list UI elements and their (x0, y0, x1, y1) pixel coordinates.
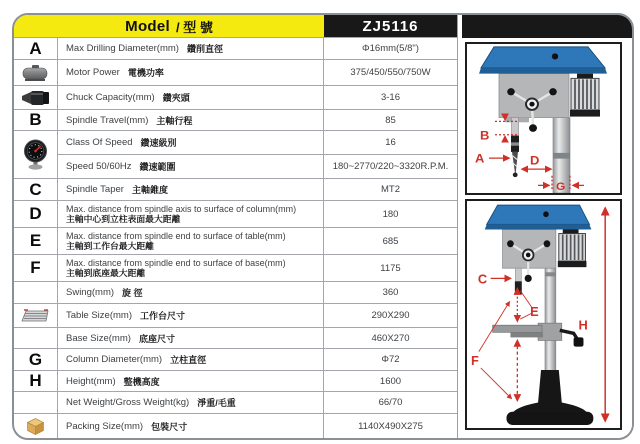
model-label-en: Model (125, 17, 170, 35)
letter-a: A (29, 38, 42, 58)
header-black-strip (462, 15, 632, 38)
table-icon (21, 308, 51, 324)
work-table (493, 323, 584, 346)
label-zh: 主軸中心到立柱表面最大距離 (66, 214, 181, 224)
value-cell: 290X290 (324, 304, 457, 328)
label-en: Base Size(mm) (66, 332, 131, 344)
label-en: Spindle Taper (66, 184, 124, 195)
letter-b: B (29, 110, 42, 129)
dim-label-g: G (556, 180, 566, 193)
icon-cell (14, 228, 58, 255)
label-en: Packing Size(mm) (66, 420, 144, 432)
model-label-zh: / 型 號 (176, 19, 213, 35)
label-cell (58, 86, 324, 110)
value-cell: 375/450/550/750W (324, 60, 457, 86)
value-cell: 460X270 (324, 328, 457, 349)
letter-e: E (29, 231, 42, 250)
letter-c: C (29, 179, 42, 199)
label-cell (58, 60, 324, 86)
label-zh: 鑽速級別 (140, 138, 177, 148)
label-cell (58, 349, 324, 371)
label-cell (58, 155, 324, 179)
value-cell: 180 (324, 201, 457, 228)
machine-diagram (467, 201, 620, 428)
label-zh: 鑽削直徑 (186, 44, 223, 54)
dim-label-b: B (480, 127, 490, 143)
icon-cell (14, 282, 58, 304)
icon-cell (14, 38, 58, 60)
motor (558, 230, 587, 268)
label-en: Swing(mm) (66, 287, 115, 298)
diagram-panel (457, 15, 632, 438)
icon-cell (14, 60, 58, 86)
label-en: Max. distance from spindle end to surface of table(mm) (66, 230, 286, 241)
value-cell: MT2 (324, 179, 457, 201)
value-cell: 3-16 (324, 86, 457, 110)
packing-box-icon (24, 417, 47, 436)
value-cell: Φ16mm(5/8") (324, 38, 457, 60)
label-zh: 旋 徑 (122, 288, 143, 298)
label-cell (58, 304, 324, 328)
model-number-cell: ZJ5116 (324, 15, 457, 38)
label-cell (58, 255, 324, 282)
icon-cell (14, 392, 58, 414)
icon-cell (14, 328, 58, 349)
label-en: Motor Power (66, 67, 120, 78)
label-zh: 鑽夾頭 (162, 93, 190, 103)
label-en: Spindle Travel(mm) (66, 114, 149, 126)
value-cell: 1175 (324, 255, 457, 282)
value-cell: 180~2770/220~3320R.P.M. (324, 155, 457, 179)
icon-cell (14, 414, 58, 438)
dim-label-e: E (530, 303, 539, 320)
label-cell (58, 110, 324, 131)
spec-table (14, 15, 457, 438)
belt-cover (485, 205, 592, 229)
value-cell: 66/70 (324, 392, 457, 414)
motor-icon (21, 64, 51, 82)
letter-d: D (29, 204, 42, 223)
value-cell: 1600 (324, 371, 457, 392)
label-zh: 主軸錐度 (131, 185, 168, 195)
label-zh: 整機高度 (123, 376, 160, 387)
label-en: Table Size(mm) (66, 310, 132, 321)
letter-g: G (28, 349, 43, 369)
label-cell (58, 414, 324, 438)
letter-h: H (29, 371, 42, 390)
icon-cell (14, 201, 58, 228)
label-en: Max. distance from spindle end to surface of base(mm) (66, 257, 286, 268)
label-en: Height(mm) (66, 375, 116, 387)
label-zh: 鑽速範圍 (139, 162, 176, 172)
label-zh: 包裝尺寸 (151, 421, 188, 432)
icon-cell (14, 371, 58, 392)
label-cell (58, 392, 324, 414)
dim-label-h: H (578, 317, 588, 333)
belt-cover (479, 47, 607, 74)
head-diagram-frame (465, 42, 622, 195)
label-en: Max. distance from spindle axis to surface of column(mm) (66, 203, 297, 214)
value-cell: Φ72 (324, 349, 457, 371)
label-zh: 工作台尺寸 (140, 311, 186, 321)
head-body (499, 74, 569, 118)
label-en: Speed 50/60Hz (66, 161, 132, 172)
value-cell: 16 (324, 131, 457, 155)
label-cell (58, 371, 324, 392)
label-zh: 主軸到工作台最大距離 (66, 241, 154, 251)
value-cell: 360 (324, 282, 457, 304)
chuck-icon (21, 90, 51, 106)
label-zh: 主軸到底座最大距離 (66, 268, 146, 278)
label-zh: 立柱直徑 (170, 355, 207, 365)
icon-cell (14, 179, 58, 201)
label-cell (58, 228, 324, 255)
model-header-cell (14, 15, 324, 38)
motor (570, 74, 600, 117)
label-cell (58, 38, 324, 60)
label-cell (58, 328, 324, 349)
dim-label-c: C (477, 271, 488, 287)
label-cell (58, 131, 324, 155)
letter-f: F (30, 258, 41, 277)
label-cell (58, 179, 324, 201)
dim-label-a: A (475, 150, 485, 166)
value-cell: 85 (324, 110, 457, 131)
icon-cell (14, 349, 58, 371)
head-diagram (467, 44, 620, 193)
icon-cell (14, 110, 58, 131)
speedometer-icon (22, 139, 49, 170)
dim-label-f: F (470, 352, 479, 368)
label-zh: 主軸行程 (156, 115, 193, 126)
dim-label-d: D (530, 152, 540, 168)
value-cell: 685 (324, 228, 457, 255)
column (545, 268, 556, 372)
label-en: Class Of Speed (66, 137, 133, 148)
value-cell: 1140X490X275 (358, 420, 423, 432)
spindle-chuck-drill (511, 118, 519, 178)
icon-cell (14, 86, 58, 110)
label-zh: 淨重/毛重 (197, 398, 236, 408)
base (506, 370, 593, 425)
label-en: Chuck Capacity(mm) (66, 92, 155, 103)
icon-cell (14, 255, 58, 282)
label-zh: 底座尺寸 (138, 333, 175, 344)
icon-cell (14, 131, 58, 179)
machine-diagram-frame (465, 199, 622, 430)
drill-press-spec-sheet (12, 13, 634, 440)
label-en: Max Drilling Diameter(mm) (66, 43, 179, 54)
icon-cell (14, 304, 58, 328)
label-cell (58, 282, 324, 304)
label-cell (58, 201, 324, 228)
label-en: Column Diameter(mm) (66, 354, 163, 365)
label-en: Net Weight/Gross Weight(kg) (66, 397, 190, 408)
label-zh: 電機功率 (127, 68, 164, 78)
